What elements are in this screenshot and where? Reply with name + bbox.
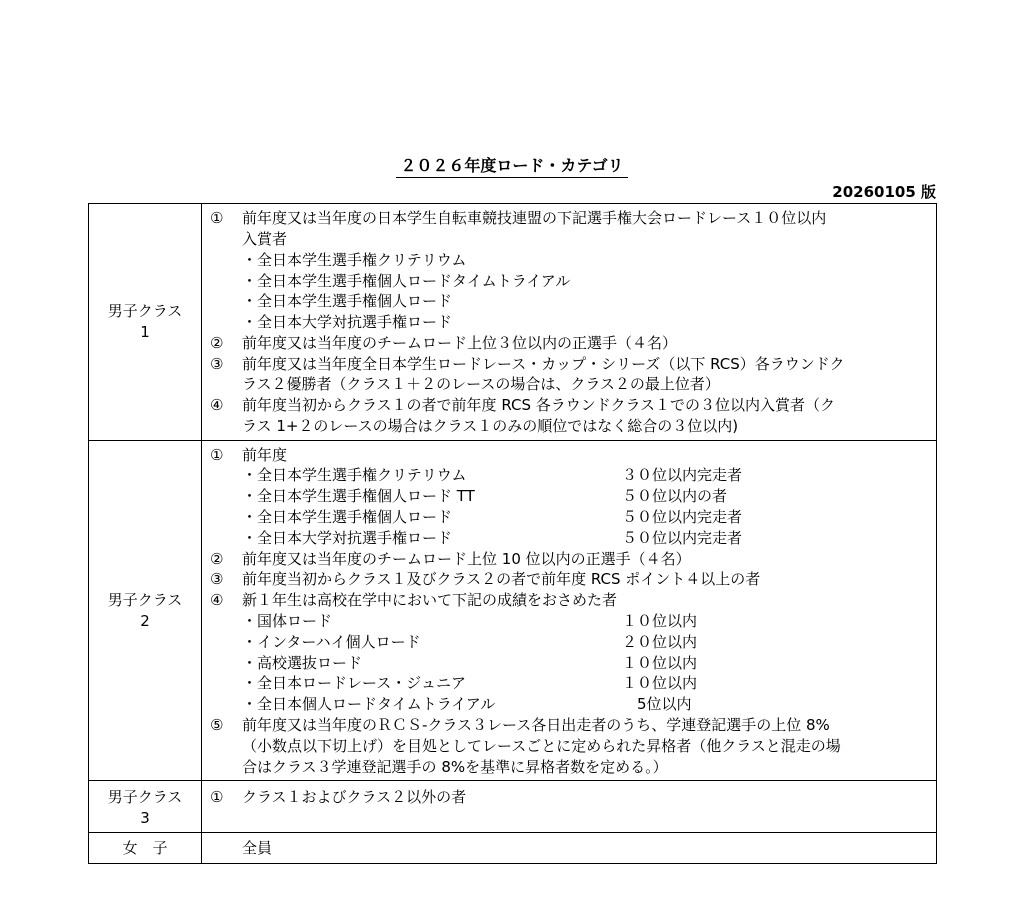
item-text: 前年度 — [242, 445, 288, 464]
subitem-label: ・高校選抜ロード — [242, 653, 363, 672]
class1-item-4 — [210, 395, 930, 437]
item-text: （小数点以下切上げ）を目処としてレースごとに定められた昇格者（他クラスと混走の場 — [242, 736, 841, 755]
subitem-value: ５０位以内完走者 — [622, 508, 743, 527]
class3-label-line2: 3 — [140, 809, 150, 827]
item-text: 前年度当初からクラス１の者で前年度 RCS 各ラウンドクラス１での３位以内入賞者（ク — [242, 396, 836, 415]
class3-criteria-cell — [202, 781, 937, 833]
subitem-label: ・全日本学生選手権個人ロード TT — [242, 487, 475, 506]
subitem-value: １０位以内 — [622, 674, 698, 693]
class2-subitem — [210, 528, 930, 549]
table-row-women — [89, 833, 937, 864]
class2-subitem — [210, 465, 930, 486]
class2-item-2 — [210, 549, 930, 570]
item-text: 前年度又は当年度の日本学生自転車競技連盟の下記選手権大会ロードレース１０位以内 — [242, 209, 827, 228]
subitem-value: ５０位以内の者 — [622, 487, 728, 506]
item-number: ① — [210, 445, 224, 464]
class1-label-cell — [89, 204, 202, 441]
class1-item-1 — [210, 208, 930, 250]
subitem-label: ・全日本個人ロードタイムトライアル — [242, 695, 496, 714]
subitem-label: ・全日本大学対抗選手権ロード — [242, 528, 453, 547]
item-text: 合はクラス３学連登記選手の 8%を基準に昇格者数を定める。） — [242, 757, 668, 776]
subitem-value: ５０位以内完走者 — [622, 528, 743, 547]
subitem-value: 5位以内 — [622, 695, 692, 714]
item-text: 前年度又は当年度のチームロード上位 10 位以内の正選手（４名） — [242, 549, 691, 568]
class2-item-1 — [210, 445, 930, 466]
class2-subitem — [210, 632, 930, 653]
class2-label-line1: 男子クラス — [107, 590, 183, 609]
subitem-value: １０位以内 — [622, 653, 698, 672]
class3-label-cell — [89, 781, 202, 833]
class1-label-line1: 男子クラス — [107, 302, 183, 320]
subitem-label: ・インターハイ個人ロード — [242, 632, 421, 651]
item-number: ④ — [210, 591, 224, 610]
item-number: ② — [210, 549, 224, 568]
subitem-label: ・国体ロード — [242, 612, 333, 630]
item-text: 前年度又は当年度のＲＣＳ-クラス３レース各日出走者のうち、学連登記選手の上位 8% — [242, 715, 830, 734]
women-criteria-cell — [202, 833, 937, 864]
class2-item-5 — [210, 715, 930, 777]
class1-subitem: ・全日本大学対抗選手権ロード — [242, 313, 453, 332]
subitem-value: ３０位以内完走者 — [622, 466, 743, 485]
item-number: ③ — [210, 570, 224, 589]
subitem-label: ・全日本学生選手権クリテリウム — [242, 466, 467, 485]
item-text: ラス 1+２のレースの場合はクラス１のみの順位ではなく総合の３位以内) — [242, 417, 739, 436]
item-text: 新１年生は高校在学中において下記の成績をおさめた者 — [242, 591, 618, 610]
class1-item-2 — [210, 333, 930, 354]
table-row-class2 — [89, 441, 937, 781]
item-text: 前年度又は当年度全日本学生ロードレース・カップ・シリーズ（以下 RCS）各ラウンドク — [242, 354, 845, 373]
women-label-cell: 女 子 — [89, 833, 202, 864]
class2-subitem — [210, 486, 930, 507]
class2-subitem — [210, 653, 930, 674]
document-title — [0, 156, 1024, 178]
item-text: 入賞者 — [242, 229, 288, 248]
class1-subitem: ・全日本学生選手権個人ロード — [242, 292, 453, 311]
class2-criteria-cell — [202, 441, 937, 781]
category-table — [88, 203, 937, 864]
class1-criteria-cell — [202, 204, 937, 441]
item-number: ⑤ — [210, 715, 224, 734]
class3-item-1 — [210, 787, 930, 808]
subitem-value: ２０位以内 — [622, 632, 698, 651]
class2-item-3 — [210, 569, 930, 590]
document-title-text: ２０２６年度ロード・カテゴリ — [396, 156, 627, 178]
item-number: ② — [210, 333, 224, 352]
table-row-class3 — [89, 781, 937, 833]
class1-item-3 — [210, 354, 930, 396]
table-row-class1 — [89, 204, 937, 441]
item-number: ③ — [210, 354, 224, 373]
item-text: 前年度当初からクラス１及びクラス２の者で前年度 RCS ポイント４以上の者 — [242, 570, 761, 589]
women-text: 全員 — [242, 839, 273, 858]
class2-subitem — [210, 507, 930, 528]
class2-label-line2: 2 — [140, 611, 150, 630]
class1-label-line2: 1 — [140, 323, 150, 341]
subitem-label: ・全日本学生選手権個人ロード — [242, 508, 453, 527]
item-text: 前年度又は当年度のチームロード上位３位以内の正選手（４名） — [242, 333, 678, 352]
item-number: ① — [210, 209, 224, 228]
item-number: ① — [210, 788, 224, 806]
class1-subitem: ・全日本学生選手権個人ロードタイムトライアル — [242, 271, 571, 290]
subitem-label: ・全日本ロードレース・ジュニア — [242, 674, 466, 693]
class2-label-cell — [89, 441, 202, 781]
item-number: ④ — [210, 396, 224, 415]
version-label: 20260105 版 — [832, 183, 936, 201]
class2-item-4 — [210, 590, 930, 611]
class2-subitem — [210, 694, 930, 715]
class3-label-line1: 男子クラス — [107, 788, 183, 806]
class2-subitem — [210, 673, 930, 694]
class2-subitem — [210, 611, 930, 632]
item-text: ラス２優勝者（クラス１＋２のレースの場合は、クラス２の最上位者） — [242, 375, 720, 394]
class1-subitem: ・全日本学生選手権クリテリウム — [242, 250, 467, 269]
item-text: クラス１およびクラス２以外の者 — [242, 788, 467, 806]
subitem-value: １０位以内 — [622, 612, 698, 630]
